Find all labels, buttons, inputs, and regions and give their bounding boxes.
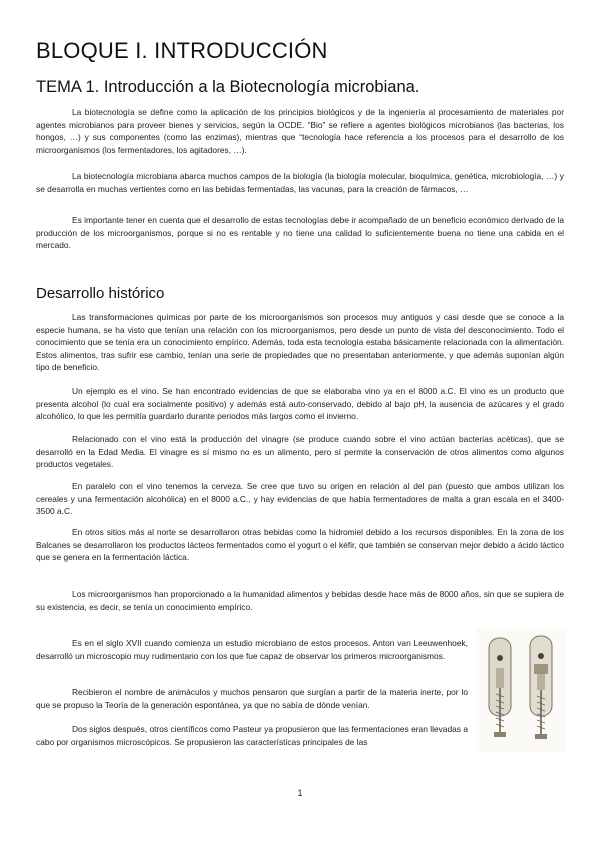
intro-paragraph-3: Es importante tener en cuenta que el desarrollo de estas tecnologías debe ir acompañado de un beneficio económico derivado de la producción de los microorganismos, porque si no es rentable y no tiene una calidad lo suficientemente buena no tiene una cabida en el mercado. <box>36 215 564 251</box>
leeuwenhoek-microscope-illustration <box>476 628 566 752</box>
intro-paragraph-1: La biotecnología se define como la aplicación de los principios biológicos y de la ingeniería al procesamiento de materiales por agentes microbianos para proveer bienes y servicios, según la OCDE. “Bio” se refiere a agentes biológicos microbianos (las bacterias, los hongos, …) y sus componentes (como las enzimas), mientras que “tecnología hace referencia a los procesos para el desarrollo de los microorganismos (los fermentadores, los agitadores, …). <box>36 107 564 155</box>
leeuwenhoek-paragraph-3: Dos siglos después, otros científicos como Pasteur ya propusieron que las fermentaciones eran llevadas a cabo por organismos microscópicos. Se propusieron las características principales de las <box>36 724 468 747</box>
history-paragraph-6: Los microorganismos han proporcionado a la humanidad alimentos y bebidas desde hace más de 8000 años, sin que se supiera de su existencia, es decir, se tenía un conocimiento empírico. <box>36 589 564 612</box>
page-number: 1 <box>297 788 303 798</box>
history-paragraph-5: En otros sitios más al norte se desarrollaron otras bebidas como la hidromiel debido a los recursos disponibles. En la zona de los Balcanes se desarrollaron los productos lácteos fermentados como el yogurt o el kéfir, que también se conservan mejor debido a ácido láctico que se genera en la fermentación láctica. <box>36 527 564 563</box>
history-paragraph-3: Relacionado con el vino está la producción del vinagre (se produce cuando sobre el vino actúan bacterias acéticas), que se desarrolló en la Edad Media. El vinagre es sí mismo no es un alimento, pero sí permite la conservación de otros alimentos como algunos productos vegetales. <box>36 434 564 470</box>
intro-paragraph-2: La biotecnología microbiana abarca muchos campos de la biología (la biología molecular, bioquímica, genética, microbiología, …) y se desarrolla en muchas vertientes como en las bebidas fermentadas, las vacunas, para la creación de fármacos, … <box>36 171 564 194</box>
block-heading: BLOQUE I. INTRODUCCIÓN <box>36 38 328 63</box>
leeuwenhoek-paragraph-2: Recibieron el nombre de animáculos y muchos pensaron que surgían a partir de la materia inerte, por lo que se propuso la Teoría de la generación espontánea, ya que no sabía de dónde venían. <box>36 687 468 710</box>
leeuwenhoek-paragraph-1: Es en el siglo XVII cuando comienza un estudio microbiano de estos procesos. Anton van Leeuwenhoek, desarrolló un microscopio muy rudimentario con los que fue capaz de observar los primeros microorganismos. <box>36 638 468 661</box>
history-paragraph-2: Un ejemplo es el vino. Se han encontrado evidencias de que se elaboraba vino ya en el 8000 a.C. El vino es un producto que presenta alcohol (lo cual era socialmente positivo) y además está auto-conservado, debido al bajo pH, la ausencia de azúcares y el grado alcohólico, lo que les permitía guardarlo durante periodos más largos como el invierno. <box>36 386 564 422</box>
section-title: Desarrollo histórico <box>36 285 165 302</box>
topic-title: TEMA 1. Introducción a la Biotecnología microbiana. <box>36 78 420 96</box>
history-paragraph-1: Las transformaciones químicas por parte de los microorganismos son procesos muy antiguos y casi desde que se conoce a la especie humana, se ha visto que tenían una relación con los microorganismos, pero desde un punto de vista del desconocimiento. Todo el conocimiento que se tenía era un conocimiento empírico. Además, toda esta tecnología estaba básicamente relacionada con la alimentación. Estos alimentos, tras sufrir ese cambio, tenían una serie de propiedades que no presentaban anteriormente, y que además suponían algún tipo de beneficio. <box>36 312 564 373</box>
history-paragraph-4: En paralelo con el vino tenemos la cerveza. Se cree que tuvo su origen en relación al del pan (puesto que ambos utilizan los cereales y una fermentación alcohólica) en el 8000 a.C., y hay evidencias de que había fermentadores de malta a gran escala en el 3400-3500 a.C. <box>36 481 564 517</box>
